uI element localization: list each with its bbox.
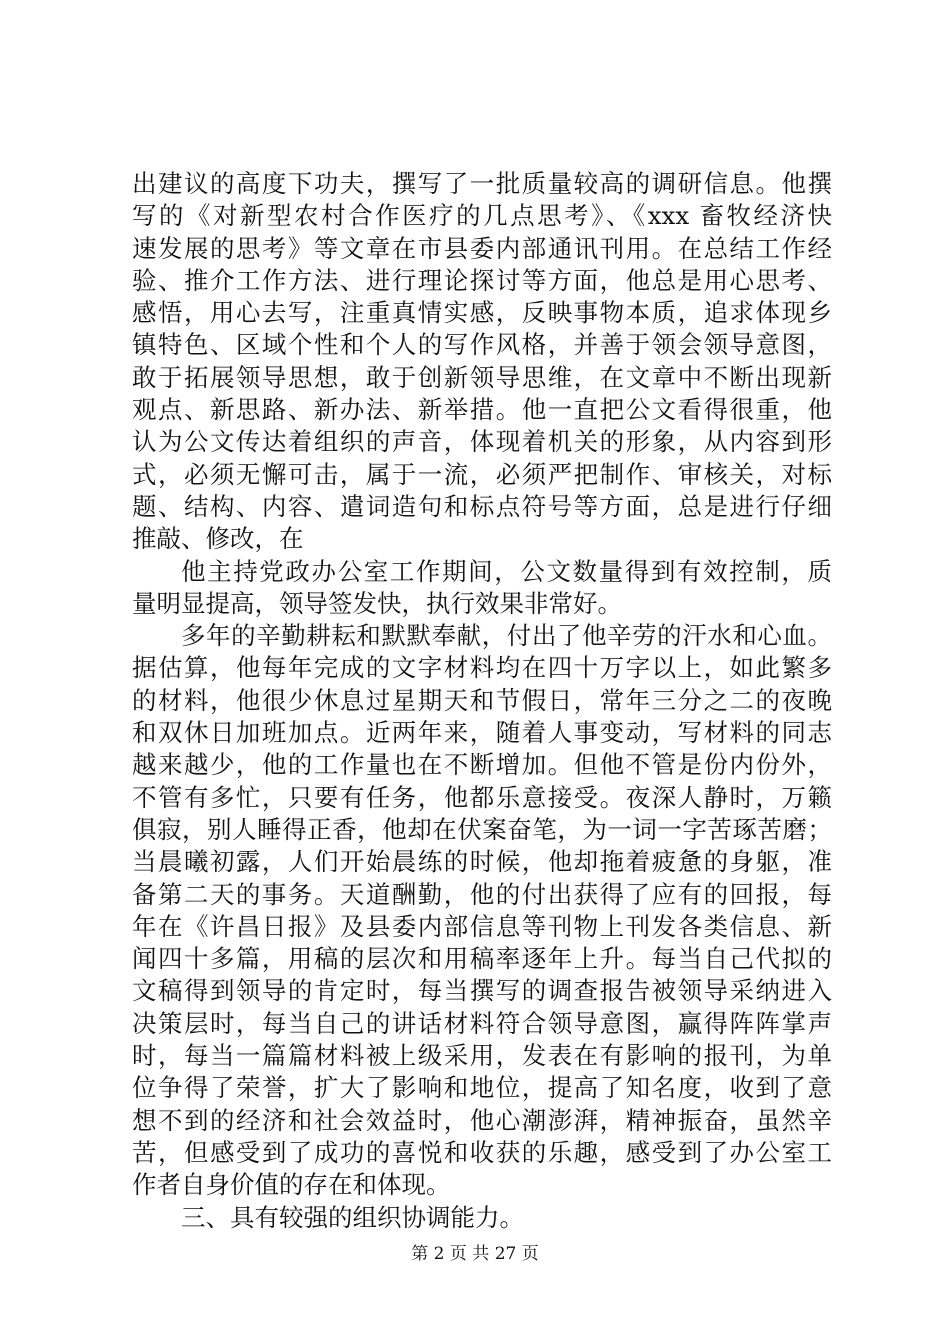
text-line: 镇特色、区域个性和个人的写作风格，并善于领会领导意图， <box>132 330 832 360</box>
text-line: 观点、新思路、新办法、新举措。他一直把公文看得很重，他 <box>132 395 832 425</box>
text-line: 时，每当一篇篇材料被上级采用，发表在有影响的报刊，为单 <box>132 1041 832 1071</box>
text-line: 作者自身价值的存在和体现。 <box>132 1170 451 1200</box>
text-line: 写的《对新型农村合作医疗的几点思考》、《xxx 畜牧经济快 <box>132 201 832 231</box>
text-line: 的材料，他很少休息过星期天和节假日，常年三分之二的夜晚 <box>132 685 832 715</box>
text-line: 备第二天的事务。天道酬勤，他的付出获得了应有的回报，每 <box>132 879 832 909</box>
text-line: 文稿得到领导的肯定时，每当撰写的调查报告被领导采纳进入 <box>132 976 832 1006</box>
text-line: 三、具有较强的组织协调能力。 <box>181 1202 524 1232</box>
text-line: 感悟，用心去写，注重真情实感，反映事物本质，追求体现乡 <box>132 298 832 328</box>
text-line: 年在《许昌日报》及县委内部信息等刊物上刊发各类信息、新 <box>132 911 832 941</box>
text-line: 敢于拓展领导思想，敢于创新领导思维，在文章中不断出现新 <box>132 362 832 392</box>
text-line: 验、推介工作方法、进行理论探讨等方面，他总是用心思考、 <box>132 265 832 295</box>
text-line: 式，必须无懈可击，属于一流，必须严把制作、审核关，对标 <box>132 459 832 489</box>
text-line: 当晨曦初露，人们开始晨练的时候，他却拖着疲惫的身躯，准 <box>132 847 832 877</box>
text-line: 出建议的高度下功夫，撰写了一批质量较高的调研信息。他撰 <box>132 169 832 198</box>
document-body <box>132 168 832 1234</box>
text-line: 闻四十多篇，用稿的层次和用稿率逐年上升。每当自己代拟的 <box>132 944 832 974</box>
text-line: 速发展的思考》等文章在市县委内部通讯刊用。在总结工作经 <box>132 233 832 263</box>
text-line: 俱寂，别人睡得正香，他却在伏案奋笔，为一词一字苦琢苦磨； <box>132 814 832 844</box>
text-line: 位争得了荣誉，扩大了影响和地位，提高了知名度，收到了意 <box>132 1073 832 1103</box>
text-line: 多年的辛勤耕耘和默默奉献，付出了他辛劳的汗水和心血。 <box>181 621 832 651</box>
text-line: 和双休日加班加点。近两年来，随着人事变动，写材料的同志 <box>132 718 832 748</box>
text-line: 据估算，他每年完成的文字材料均在四十万字以上，如此繁多 <box>132 653 832 683</box>
text-line: 他主持党政办公室工作期间，公文数量得到有效控制，质 <box>181 556 832 586</box>
text-line: 苦，但感受到了成功的喜悦和收获的乐趣，感受到了办公室工 <box>132 1137 832 1167</box>
text-line: 不管有多忙，只要有任务，他都乐意接受。夜深人静时，万籁 <box>132 782 832 812</box>
text-line: 题、结构、内容、遣词造句和标点符号等方面，总是进行仔细 <box>132 491 832 521</box>
text-line: 认为公文传达着组织的声音，体现着机关的形象，从内容到形 <box>132 427 832 457</box>
text-line: 想不到的经济和社会效益时，他心潮澎湃，精神振奋，虽然辛 <box>132 1105 832 1135</box>
text-line: 越来越少，他的工作量也在不断增加。但他不管是份内份外， <box>132 750 832 780</box>
text-line: 量明显提高，领导签发快，执行效果非常好。 <box>132 588 622 618</box>
text-line: 决策层时，每当自己的讲话材料符合领导意图，赢得阵阵掌声 <box>132 1008 832 1038</box>
text-line: 推敲、修改，在 <box>132 524 304 554</box>
page-footer: 第 2 页 共 27 页 <box>411 1244 539 1264</box>
